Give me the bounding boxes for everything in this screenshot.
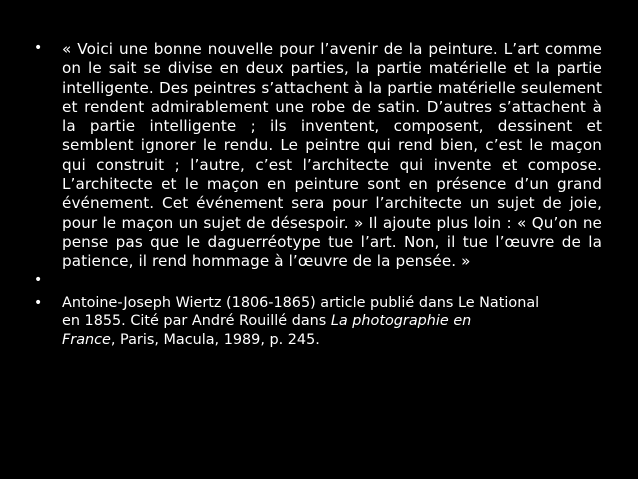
- quote-bullet: [30, 40, 602, 272]
- book-title-part-1: La photographie en: [330, 313, 472, 330]
- citation-line-3: [62, 331, 602, 350]
- citation-bullet: [30, 294, 602, 350]
- book-title-part-2: France: [62, 331, 111, 348]
- citation-line-2-prefix: en 1855. Cité par André Rouillé dans: [62, 313, 331, 330]
- bullet-dot: •: [34, 294, 43, 311]
- bullet-list: [30, 40, 602, 350]
- quote-text: « Voici une bonne nouvelle pour l’avenir de la peinture. L’art comme on le sait se divise en deux parties, la partie matérielle et la partie intelligente. Des peintres s’attachent à la partie matérielle seulement et rendent admirablement une robe de satin. D’autres s’attachent à la partie intelligente ; ils inventent, composent, dessinent et semblent ignorer le rendu. Le peintre qui rend bien, c’est le maçon qui construit ; l’autre, c’est l’architecte qui invente et compose. L’architecte et le maçon en peinture sont en présence d’un grand événement. Cet événement sera pour l’architecte un sujet de joie, pour le maçon un sujet de désespoir. » Il ajoute plus loin : « Qu’on ne pense pas que le daguerréotype tue l’art. Non, il tue l’œuvre de la patience, il rend hommage à l’œuvre de la pensée. »: [62, 40, 602, 271]
- citation-line-1: Antoine-Joseph Wiertz (1806-1865) article publié dans Le National: [62, 294, 540, 311]
- bullet-dot: •: [34, 271, 43, 288]
- citation-line-3-suffix: , Paris, Macula, 1989, p. 245.: [110, 331, 320, 348]
- bullet-dot: •: [34, 40, 43, 56]
- empty-bullet: [30, 272, 602, 294]
- citation-line-2: [62, 312, 602, 331]
